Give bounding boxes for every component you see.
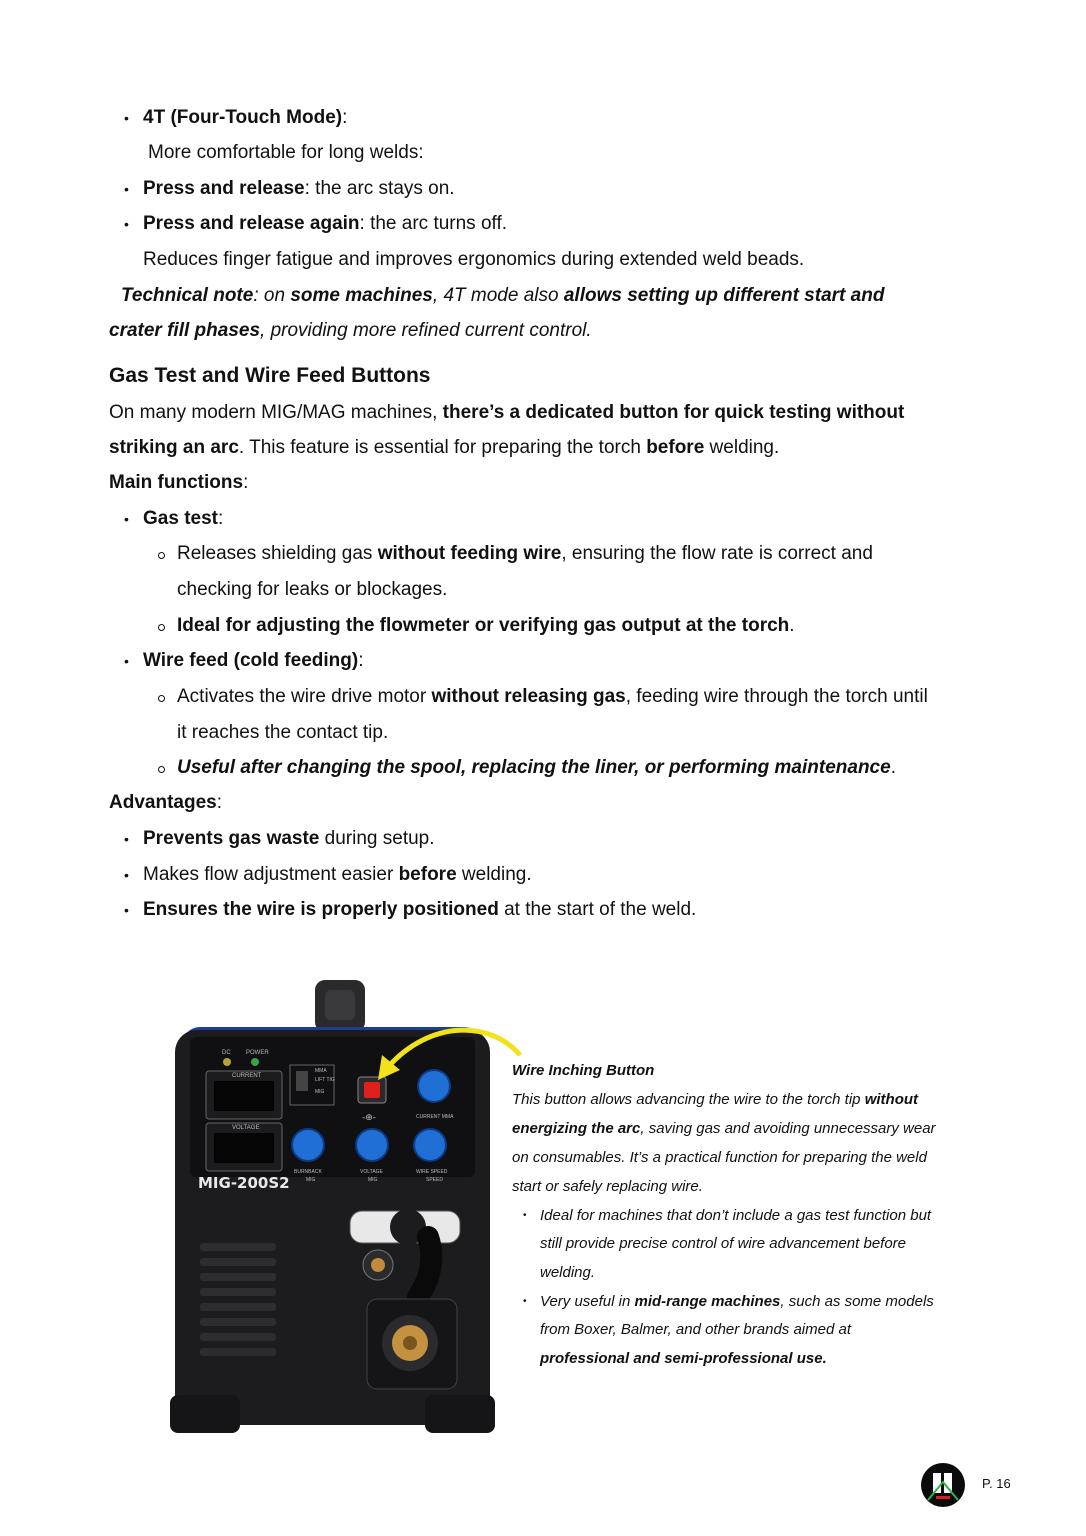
- svg-text:CURRENT MMA: CURRENT MMA: [416, 1114, 454, 1120]
- svg-text:MIG: MIG: [368, 1177, 378, 1183]
- bullet-dot: •: [523, 1210, 527, 1221]
- bullet-dot: •: [124, 902, 129, 918]
- main-functions-label: Main functions:: [109, 472, 249, 493]
- caption-line-4: start or safely replacing wire.: [512, 1178, 703, 1195]
- gas-test-detail-line-2: checking for leaks or blockages.: [177, 579, 448, 600]
- caption-bullet-1-line-1: Ideal for machines that don’t include a gas test function but: [540, 1207, 932, 1224]
- sub-bullet-circle: [158, 552, 165, 559]
- section-intro-line-2: striking an arc. This feature is essential for preparing the torch before welding.: [109, 437, 780, 458]
- svg-text:CURRENT: CURRENT: [232, 1073, 262, 1079]
- wire-feed-detail-line-1: Activates the wire drive motor without releasing gas, feeding wire through the torch until: [177, 686, 928, 707]
- bullet-dot: •: [124, 867, 129, 883]
- advantage-1: Prevents gas waste during setup.: [143, 828, 435, 849]
- bullet-dot: •: [124, 831, 129, 847]
- svg-text:MMA: MMA: [315, 1068, 327, 1074]
- svg-text:MIG-200S2: MIG-200S2: [198, 1174, 290, 1192]
- svg-text:VOLTAGE: VOLTAGE: [232, 1125, 260, 1131]
- section-heading: Gas Test and Wire Feed Buttons: [109, 364, 431, 387]
- svg-text:DC: DC: [222, 1050, 231, 1056]
- svg-text:POWER: POWER: [246, 1050, 269, 1056]
- gas-test-item: Gas test:: [143, 508, 224, 529]
- mode-4t-note: Reduces finger fatigue and improves ergonomics during extended weld beads.: [143, 249, 805, 270]
- svg-text:WIRE SPEED: WIRE SPEED: [416, 1169, 448, 1175]
- caption-line-1: This button allows advancing the wire to the torch tip without: [512, 1091, 919, 1108]
- gas-test-detail-2: Ideal for adjusting the flowmeter or verifying gas output at the torch.: [177, 615, 795, 636]
- svg-text:VOLTAGE: VOLTAGE: [360, 1169, 383, 1175]
- technical-note-line-1: Technical note: on some machines, 4T mode also allows setting up different start and: [121, 285, 885, 306]
- mode-4t-bullet-2: Press and release again: the arc turns off.: [143, 213, 508, 234]
- bullet-dot: •: [124, 511, 129, 527]
- mode-4t-bullet-1: Press and release: the arc stays on.: [143, 178, 455, 199]
- advantages-label: Advantages:: [109, 792, 222, 813]
- technical-note-line-2: crater fill phases, providing more refined current control.: [109, 320, 592, 341]
- svg-text:BURNBACK: BURNBACK: [294, 1169, 322, 1175]
- bullet-dot: •: [124, 653, 129, 669]
- gas-test-detail-line-1: Releases shielding gas without feeding wire, ensuring the flow rate is correct and: [177, 543, 873, 564]
- bullet-dot: •: [124, 216, 129, 232]
- section-intro-line-1: On many modern MIG/MAG machines, there’s a dedicated button for quick testing without: [109, 402, 905, 423]
- caption-line-3: on consumables. It’s a practical function for preparing the weld: [512, 1149, 927, 1166]
- mode-4t-title: 4T (Four-Touch Mode):: [143, 107, 348, 128]
- svg-text:MIG: MIG: [315, 1089, 325, 1095]
- mode-4t-intro: More comfortable for long welds:: [148, 142, 424, 163]
- advantage-2: Makes flow adjustment easier before welding.: [143, 864, 532, 885]
- page-number: P. 16: [982, 1476, 1011, 1491]
- welding-machine-image: [160, 975, 530, 1435]
- wire-feed-detail-2: Useful after changing the spool, replacing the liner, or performing maintenance.: [177, 757, 896, 778]
- caption-title: Wire Inching Button: [512, 1062, 655, 1079]
- caption-bullet-2-line-2: from Boxer, Balmer, and other brands aimed at: [540, 1321, 851, 1338]
- sub-bullet-circle: [158, 766, 165, 773]
- wire-feed-item: Wire feed (cold feeding):: [143, 650, 364, 671]
- caption-bullet-1-line-2: still provide precise control of wire advancement before: [540, 1235, 907, 1252]
- bullet-dot: •: [124, 181, 129, 197]
- caption-line-2: energizing the arc, saving gas and avoiding unnecessary wear: [512, 1120, 936, 1137]
- caption-bullet-2-line-1: Very useful in mid-range machines, such as some models: [540, 1293, 934, 1310]
- svg-text:MIG: MIG: [306, 1177, 316, 1183]
- caption-bullet-1-line-3: welding.: [540, 1264, 596, 1281]
- bullet-dot: •: [124, 110, 129, 126]
- logo-icon: [920, 1462, 966, 1508]
- sub-bullet-circle: [158, 695, 165, 702]
- svg-text:SPEED: SPEED: [426, 1177, 443, 1183]
- svg-text:-⊕-: -⊕-: [362, 1113, 377, 1123]
- sub-bullet-circle: [158, 624, 165, 631]
- svg-text:LIFT TIG: LIFT TIG: [315, 1077, 335, 1083]
- wire-feed-detail-line-2: it reaches the contact tip.: [177, 722, 389, 743]
- advantage-3: Ensures the wire is properly positioned at the start of the weld.: [143, 899, 697, 920]
- bullet-dot: •: [523, 1296, 527, 1307]
- caption-bullet-2-line-3: professional and semi-professional use.: [540, 1350, 827, 1367]
